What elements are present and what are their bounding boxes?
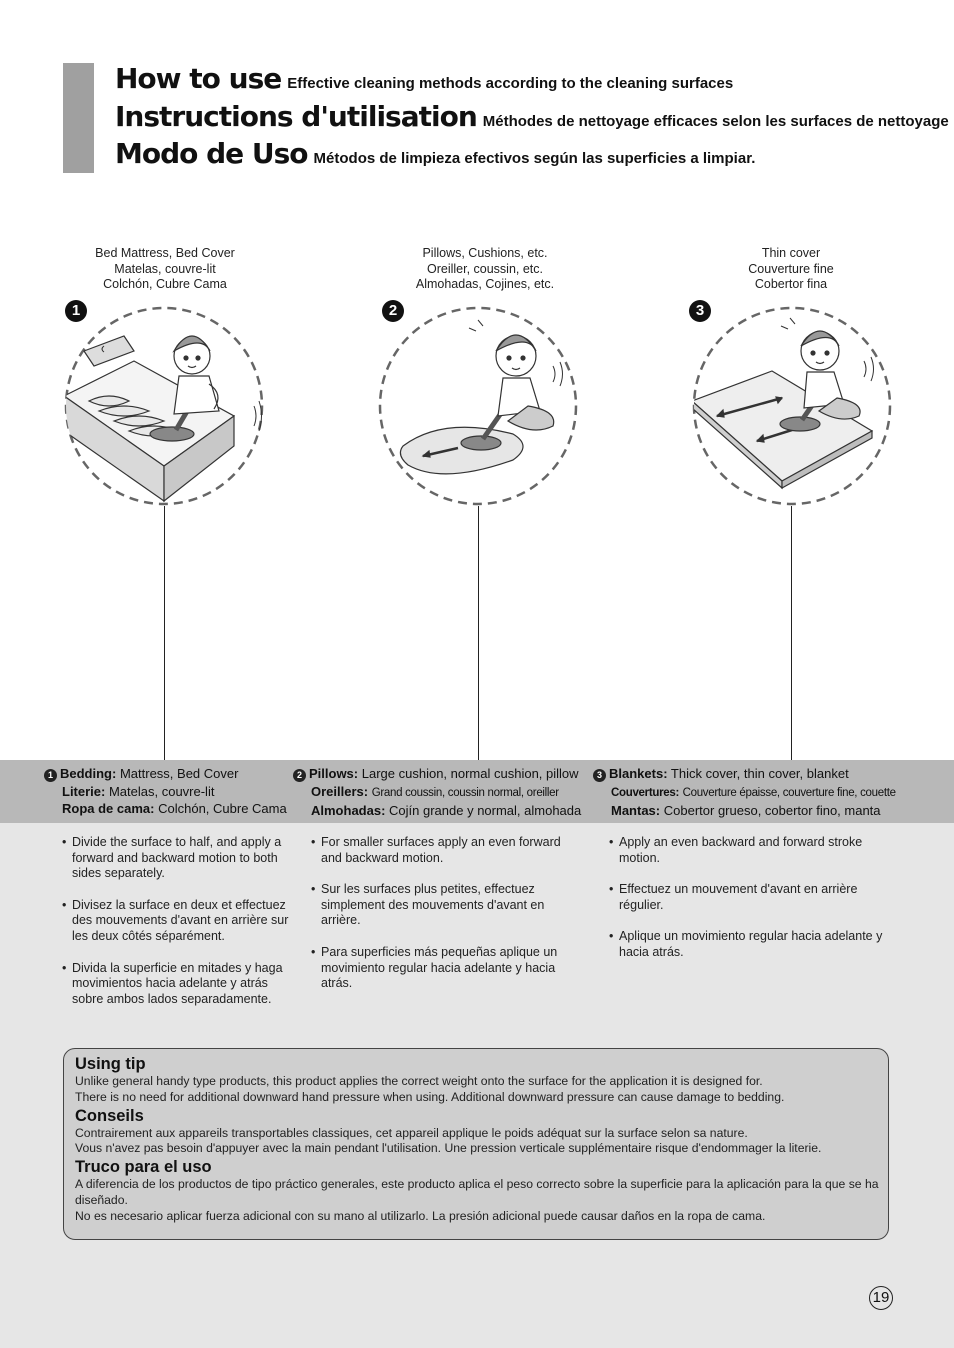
list-item: • Sur les surfaces plus petites, effectuez simplement des mouvements d'avant en arrière. — [311, 882, 573, 929]
title-en: How to use Effective cleaning methods according to the cleaning surfaces — [115, 62, 734, 95]
list-item: • Apply an even backward and forward stroke motion. — [609, 835, 894, 866]
step-number-3: 3 — [689, 300, 711, 322]
surface-caption-3: Thin cover Couverture fine Cobertor fina — [748, 246, 834, 291]
instructions-bedding — [62, 835, 292, 1023]
tip-heading-es: Truco para el uso — [75, 1158, 212, 1177]
instructions-blankets — [609, 835, 894, 977]
connector-line-1 — [164, 506, 165, 760]
tip-text-en: Unlike general handy type products, this product applies the correct weight onto the surface for the application it is designed for. There is no need for additional downward hand pressure when using. Additional downward pressure can cause damage to bedding. — [75, 1074, 785, 1104]
category-bedding: 1 Bedding: Mattress, Bed Cover Literie: Matelas, couvre-lit Ropa de cama: Colchón, Cubre Cama — [44, 765, 287, 818]
step-number-1: 1 — [65, 300, 87, 322]
list-item: • For smaller surfaces apply an even forward and backward motion. — [311, 835, 573, 866]
tip-text-es: A diferencia de los productos de tipo práctico generales, este producto aplica el peso correcto sobre la superficie para la aplicación para la que se ha diseñado. No es necesario aplicar fuerza adicional con su mano al utilizarlo. La presión adicional puede causar daños en la ropa de cama. — [75, 1177, 879, 1223]
blanket-illustration — [692, 306, 892, 506]
category-number-3: 3 — [593, 769, 606, 782]
tip-heading-fr: Conseils — [75, 1106, 144, 1125]
connector-line-3 — [791, 506, 792, 760]
title-fr: Instructions d'utilisation Méthodes de nettoyage efficaces selon les surfaces de nettoyage — [115, 100, 949, 133]
header-side-bar — [63, 63, 94, 173]
surface-caption-2: Pillows, Cushions, etc. Oreiller, coussin, etc. Almohadas, Cojines, etc. — [415, 246, 555, 291]
step-number-2: 2 — [382, 300, 404, 322]
tip-text-fr: Contrairement aux appareils transportables classiques, cet appareil applique le poids adéquat sur la surface selon sa nature. Vous n'avez pas besoin d'appuyer avec la main pendant l'utilisation. Une pression verticale supplémentaire risque d'endommager la literie. — [75, 1125, 822, 1156]
list-item: • Divida la superficie en mitades y haga movimientos hacia adelante y atrás sobre ambos lados separadamente. — [62, 961, 292, 1008]
list-item: • Para superficies más pequeñas aplique un movimiento regular hacia adelante y hacia atrás. — [311, 945, 573, 992]
tip-content — [75, 1055, 880, 1225]
pillow-illustration — [378, 306, 578, 506]
connector-line-2 — [478, 506, 479, 760]
mattress-illustration — [64, 306, 264, 506]
instructions-pillows — [311, 835, 573, 1008]
list-item: • Effectuez un mouvement d'avant en arrière régulier. — [609, 882, 894, 913]
category-pillows: 2 Pillows: Large cushion, normal cushion, pillow Oreillers: Grand coussin, coussin normal, oreiller Almohadas: Cojín grande y normal, almohada — [293, 765, 581, 820]
list-item: • Divisez la surface en deux et effectuez des mouvements d'avant en arrière sur les deux côtés séparément. — [62, 898, 292, 945]
surface-caption-1: Bed Mattress, Bed Cover Matelas, couvre-lit Colchón, Cubre Cama — [95, 246, 235, 291]
page-number: 19 — [869, 1286, 893, 1310]
category-blankets: 3 Blankets: Thick cover, thin cover, blanket Couvertures: Couverture épaisse, couverture fine, couette Mantas: Cobertor grueso, cobertor fino, manta — [593, 765, 896, 820]
list-item: • Aplique un movimiento regular hacia adelante y hacia atrás. — [609, 929, 894, 960]
title-es: Modo de Uso Métodos de limpieza efectivos según las superficies a limpiar. — [115, 137, 756, 170]
category-number-1: 1 — [44, 769, 57, 782]
category-number-2: 2 — [293, 769, 306, 782]
tip-heading-en: Using tip — [75, 1055, 146, 1073]
list-item: • Divide the surface to half, and apply a forward and backward motion to both sides separately. — [62, 835, 292, 882]
